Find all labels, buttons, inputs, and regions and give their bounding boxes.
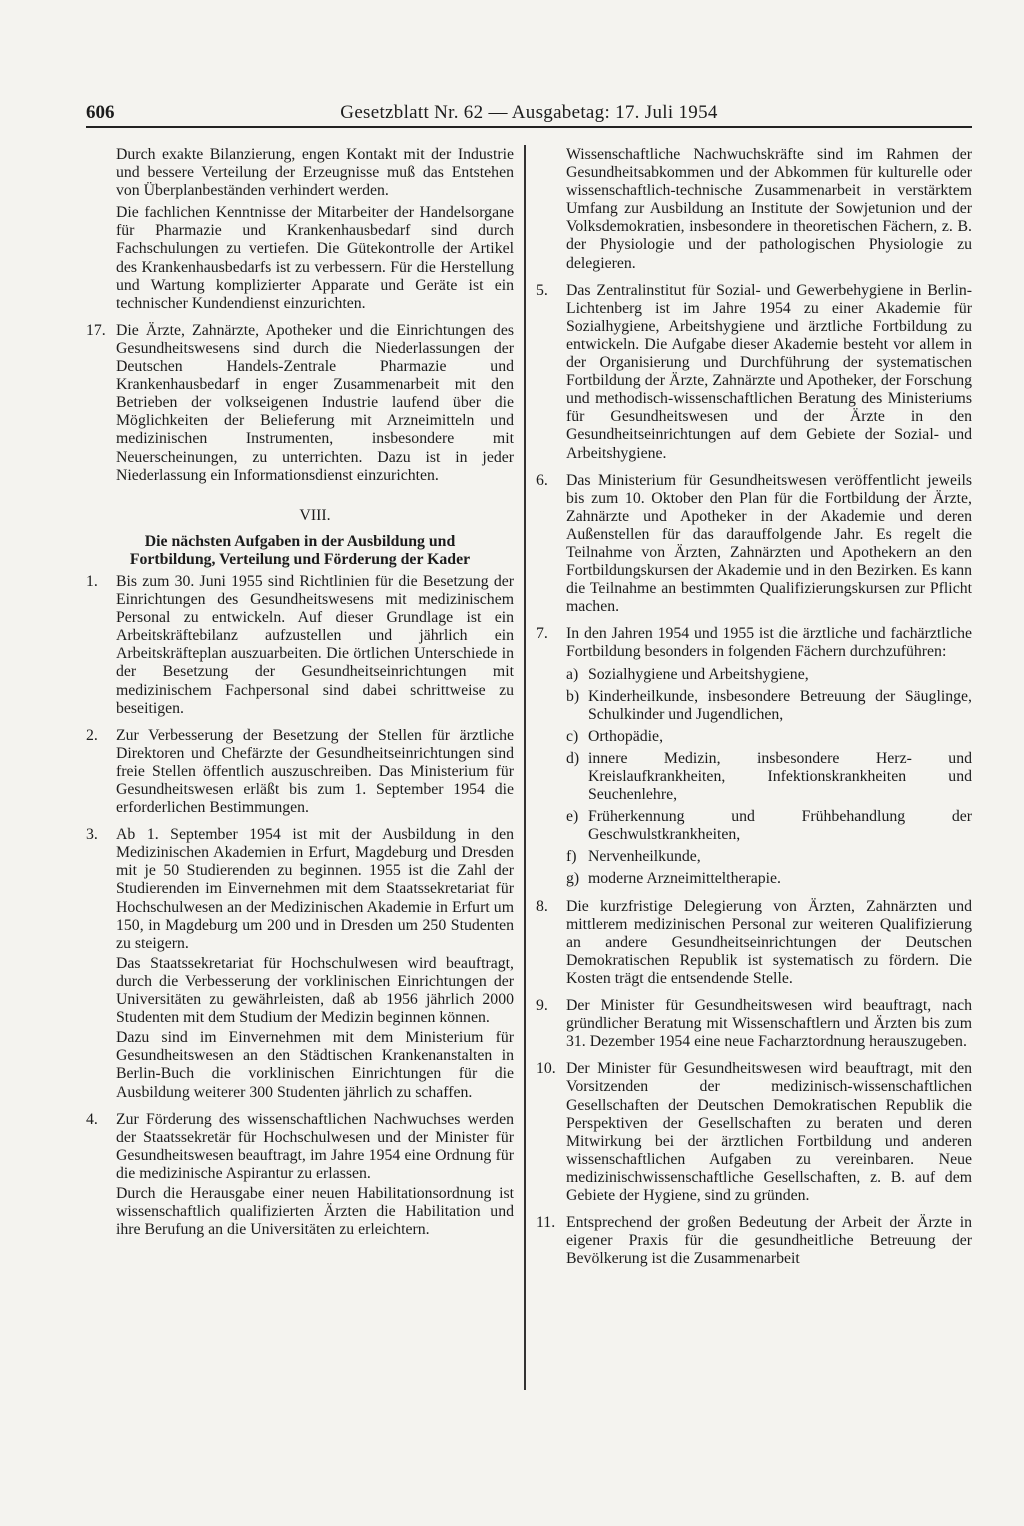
sub-item xyxy=(566,688,972,724)
numbered-item-5 xyxy=(536,282,972,463)
numbered-item-3 xyxy=(86,826,514,1101)
item-text: Bis zum 30. Juni 1955 sind Richtlinien für die Besetzung der Einrichtungen des Gesundheitswesens mit medizinischem Personal zu entwickeln. Auf dieser Grundlage ist ein Arbeitskräftebilanz aufzustellen und jährlich ein Arbeitskräfteplan auszuarbeiten. Die örtlichen Unterschiede in der Besetzung der Gesundheitseinrichtungen mit medizinischem Fachpersonal sind dabei schrittweise zu beseitigen. xyxy=(116,572,514,717)
publication-title: Gesetzblatt Nr. 62 — Ausgabetag: 17. Juli 1954 xyxy=(340,102,718,123)
page-number: 606 xyxy=(86,102,115,123)
item-text: In den Jahren 1954 und 1955 ist die ärztliche und fachärztliche Fortbildung besonders in folgenden Fächern durchzuführen: xyxy=(566,625,972,661)
item-number: 8. xyxy=(536,897,548,915)
item-number: 10. xyxy=(536,1060,556,1078)
sub-item-letter: g) xyxy=(566,870,580,888)
item-number: 5. xyxy=(536,281,548,299)
item-text: Der Minister für Gesundheitswesen wird beauftragt, mit den Vorsitzenden der medizinisch-wissenschaftlichen Gesellschaften der Deutschen Demokratischen Republik die Perspektiven der Gesellschaften zu beraten und deren Mitwirkung bei der ärztlichen Fortbildung und anderen wissenschaftlichen Aufgaben zu vereinbaren. Neue medizinischwissenschaftliche Gesellschaften, z. B. auf dem Gebiete der Hygiene, sind zu gründen. xyxy=(566,1060,972,1204)
numbered-item-2 xyxy=(86,727,514,817)
numbered-item-6 xyxy=(536,472,972,617)
page-header xyxy=(86,100,972,128)
body-paragraph: Durch exakte Bilanzierung, engen Kontakt mit der Industrie und bessere Verteilung der Erzeugnisse muß das Entstehen von Überplanbeständen verhindert werden. xyxy=(116,146,514,200)
sub-item-letter: a) xyxy=(566,665,579,683)
item-number: 9. xyxy=(536,997,548,1015)
item-text: Die Ärzte, Zahnärzte, Apotheker und die Einrichtungen des Gesundheitswesens sind durch die Niederlassungen der Deutschen Handels-Zentrale Pharmazie und Krankenhausbedarf in enger Zusammenarbeit mit den Betrieben der volkseigenen Industrie laufend über die Möglichkeiten der Belieferung mit Arzneimitteln und medizinischen Instrumenten, insbesondere mit Neuerscheinungen, zu unterrichten. Dazu ist in jeder Niederlassung ein Informationsdienst einzurichten. xyxy=(116,321,514,484)
item-number: 3. xyxy=(86,826,98,844)
item-text: Das Zentralinstitut für Sozial- und Gewerbehygiene in Berlin-Lichtenberg ist im Jahre 1954 zu einer Akademie für Sozialhygiene, Arbeitshygiene und ärztliche Fortbildung zu entwickeln. Die Aufgabe dieser Akademie besteht vor allem in der Organisierung und Durchführung der systematischen Fortbildung der Ärzte, Zahnärzte und Apotheker, der Forschung und methodisch-wissenschaftlichen Beratung des Ministeriums für Gesundheitswesen und der Ärzte in den Gesundheitseinrichtungen auf dem Gebiete der Sozial- und Arbeitshygiene. xyxy=(566,281,972,462)
numbered-item-4 xyxy=(86,1111,514,1240)
item-number: 11. xyxy=(536,1214,556,1232)
item-number: 6. xyxy=(536,471,548,489)
sub-item xyxy=(566,750,972,804)
item-text: Durch die Herausgabe einer neuen Habilitationsordnung ist wissenschaftlich qualifizierten Ärzten die Habilitation und ihre Berufung an die Universitäten zu erleichtern. xyxy=(116,1184,514,1239)
item-text: Ab 1. September 1954 ist mit der Ausbildung in den Medizinischen Akademien in Erfurt, Magdeburg und Dresden mit je 50 Studierenden zu beginnen. 1955 ist die Zahl der Studierenden im Einvernehmen mit dem Staatssekretariat für Hochschulwesen an der Medizinischen Akademie in Erfurt um 150, in Magdeburg um 200 und in Dresden um 250 Studenten zu steigern. xyxy=(116,826,514,952)
item-text: Zur Verbesserung der Besetzung der Stellen für ärztliche Direktoren und Chefärzte der Gesundheitseinrichtungen sind freie Stellen öffentlich auszuschreiben. Das Ministerium für Gesundheitswesen erläßt bis zum 1. September 1954 die erforderlichen Bestimmungen. xyxy=(116,726,514,817)
sub-item-letter: c) xyxy=(566,727,579,745)
header-rule xyxy=(86,126,972,128)
section-number: VIII. xyxy=(299,506,331,524)
numbered-item-9 xyxy=(536,997,972,1051)
item-text: Das Ministerium für Gesundheitswesen veröffentlicht jeweils bis zum 10. Oktober den Plan für die Fortbildung der Ärzte, Zahnärzte und Apotheker in der Akademie und deren Außenstellen für das darauffolgende Jahr. Es regelt die Teilnahme von Ärzten, Zahnärzten und Apothekern an den Fortbildungskursen der Akademie und in den Bezirken. Es kann die Teilnahme an bestimmten Qualifizierungskursen zur Pflicht machen. xyxy=(566,471,972,616)
item-number: 1. xyxy=(86,572,98,590)
numbered-item-10 xyxy=(536,1060,972,1205)
section-heading-line: Die nächsten Aufgaben in der Ausbildung und xyxy=(144,532,456,550)
sub-item-text: innere Medizin, insbesondere Herz- und Kreislaufkrankheiten, Infektionskrankheiten und Seuchenlehre, xyxy=(588,749,972,804)
sub-item xyxy=(566,728,972,746)
item-text: Das Staatssekretariat für Hochschulwesen wird beauftragt, durch die Verbesserung der vorklinischen Einrichtungen der Universitäten zu gewährleisten, daß ab 1956 jährlich 2000 Studenten mit dem Studium der Medizin beginnen können. xyxy=(116,954,514,1027)
item-number: 17. xyxy=(86,321,106,339)
numbered-item-8 xyxy=(536,898,972,988)
sub-item-letter: e) xyxy=(566,808,579,826)
sub-item xyxy=(566,666,972,684)
section-heading xyxy=(86,533,514,569)
item-number: 7. xyxy=(536,625,548,643)
sub-item-letter: f) xyxy=(566,848,577,866)
sub-item xyxy=(566,848,972,866)
section-heading-line: Fortbildung, Verteilung und Förderung der Kader xyxy=(129,550,471,568)
left-column xyxy=(86,146,514,1239)
numbered-item-17 xyxy=(86,322,514,485)
item-number: 4. xyxy=(86,1110,98,1128)
column-divider xyxy=(524,145,526,1390)
body-paragraph: Die fachlichen Kenntnisse der Mitarbeiter der Handelsorgane für Pharmazie und Krankenhausbedarf sind durch Fachschulungen zu vertiefen. Die Gütekontrolle der Artikel des Krankenhausbedarfs ist zu verbessern. Für die Herstellung und Wartung komplizierter Apparate und Geräte ist ein technischer Kundendienst einzurichten. xyxy=(116,204,514,312)
sub-item xyxy=(566,808,972,844)
numbered-item-7 xyxy=(536,625,972,888)
item-text: Entsprechend der großen Bedeutung der Arbeit der Ärzte in eigener Praxis für die gesundheitliche Betreuung der Bevölkerung ist die Zusammenarbeit xyxy=(566,1214,972,1268)
numbered-item-1 xyxy=(86,573,514,718)
body-paragraph: Wissenschaftliche Nachwuchskräfte sind im Rahmen der Gesundheitsabkommen und der Abkommen für kulturelle oder wissenschaftlich-technische Zusammenarbeit in verstärktem Umfang zur Ausbildung an Institute der Sowjetunion und der Volksdemokratien, insbesondere in theoretischen Fächern, z. B. der Physiologie und der pathologischen Physiologie zu delegieren. xyxy=(566,146,972,272)
item-number: 2. xyxy=(86,726,98,744)
sub-item-text: Nervenheilkunde, xyxy=(588,848,701,866)
item-text: Zur Förderung des wissenschaftlichen Nachwuchses werden der Staatssekretär für Hochschulwesen und der Minister für Gesundheitswesen beauftragt, im Jahre 1954 eine Ordnung für die medizinische Aspirantur zu erlassen. xyxy=(116,1110,514,1182)
sub-item-text: Kinderheilkunde, insbesondere Betreuung der Säuglinge, Schulkinder und Jugendlichen, xyxy=(588,687,972,723)
numbered-item-11 xyxy=(536,1214,972,1268)
sub-item-text: moderne Arzneimitteltherapie. xyxy=(588,870,781,888)
sub-item-text: Früherkennung und Frühbehandlung der Geschwulstkrankheiten, xyxy=(588,808,972,844)
sub-item-text: Sozialhygiene und Arbeitshygiene, xyxy=(588,665,809,683)
item-text: Dazu sind im Einvernehmen mit dem Ministerium für Gesundheitswesen an den Städtischen Krankenanstalten in Berlin-Buch die vorklinischen Einrichtungen für die Ausbildung weiterer 300 Studenten jährlich zu schaffen. xyxy=(116,1029,514,1101)
sub-item xyxy=(566,870,972,888)
right-column xyxy=(536,146,972,1268)
sub-item-letter: d) xyxy=(566,749,580,767)
sub-item-text: Orthopädie, xyxy=(588,727,664,745)
item-text: Der Minister für Gesundheitswesen wird beauftragt, nach gründlicher Beratung mit Wissenschaftlern und Ärzten bis zum 31. Dezember 1954 eine neue Facharztordnung herauszugeben. xyxy=(566,997,972,1051)
item-text: Die kurzfristige Delegierung von Ärzten, Zahnärzten und mittlerem medizinischen Personal zur weiteren Qualifizierung an andere Gesundheitseinrichtungen der Deutschen Demokratischen Republik ist systematisch zu fördern. Die Kosten trägt die entsendende Stelle. xyxy=(566,897,972,987)
sub-item-letter: b) xyxy=(566,687,580,705)
